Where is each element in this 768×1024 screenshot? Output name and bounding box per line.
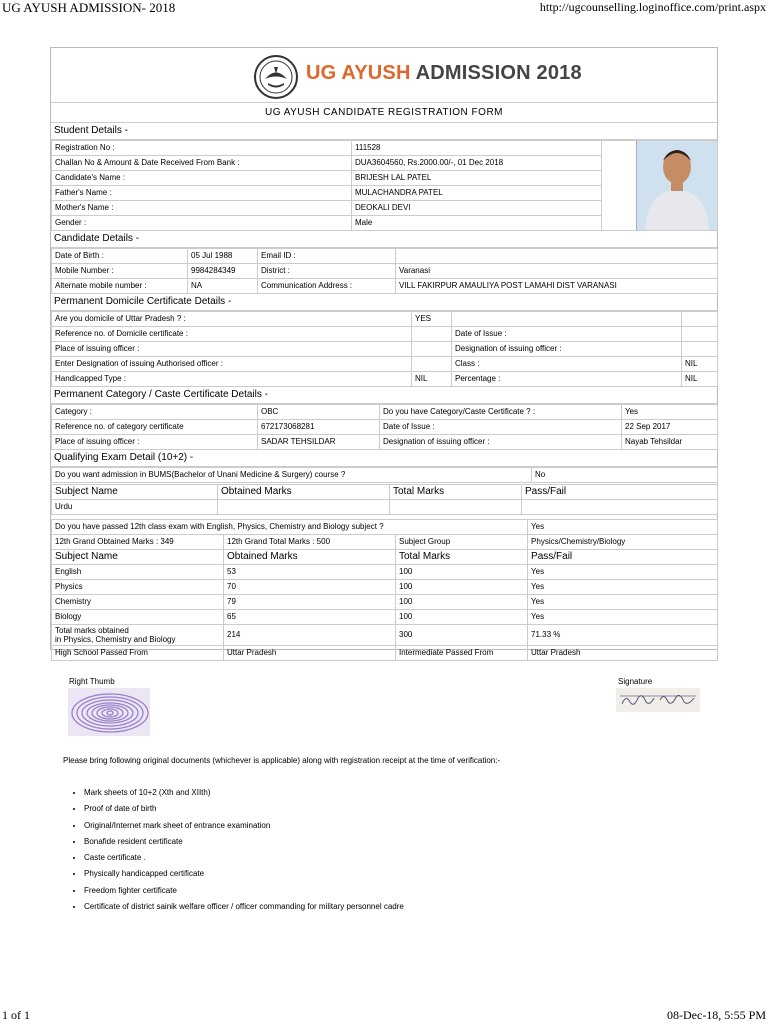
high-school-value: Uttar Pradesh [224,646,396,661]
has-certificate-value: Yes [622,405,718,420]
passed-answer: Yes [528,520,718,535]
category-designation-label: Designation of issuing officer : [380,435,622,450]
urdu-marks-table [51,484,718,515]
total-marks: 100 [396,565,528,580]
form-banner [51,48,717,103]
table-row [52,580,718,595]
total-marks: 100 [396,610,528,625]
candidate-photo [636,141,718,231]
print-header [2,0,766,16]
pass-fail: Yes [528,595,718,610]
father-name-label: Father's Name : [52,186,352,201]
bums-answer: No [532,468,718,483]
candidate-details-table [51,248,718,294]
domicile-question-value: YES [412,312,452,327]
urdu-header-obtained: Obtained Marks [218,485,390,500]
subject-name: Physics [52,580,224,595]
right-thumb-label: Right Thumb [69,677,115,686]
category-place-value: SADAR TEHSILDAR [258,435,380,450]
print-footer [2,1008,766,1024]
signature-image [616,688,700,712]
pass-fail: Yes [528,565,718,580]
registration-value: 111528 [352,141,602,156]
section-domicile: Permanent Domicile Certificate Details - [51,294,717,311]
total-marks: 100 [396,580,528,595]
list-item: • Bonafide resident certificate [84,836,404,852]
domicile-designation-value [682,342,718,357]
form-title: UG AYUSH CANDIDATE REGISTRATION FORM [51,103,717,123]
fingerprint-icon [68,688,150,736]
table-row [52,610,718,625]
dob-label: Date of Birth : [52,249,188,264]
passed-question: Do you have passed 12th class exam with English, Physics, Chemistry and Biology subject ? [52,520,528,535]
bums-question-table [51,467,718,483]
category-date-label: Date of Issue : [380,420,622,435]
signature-label: Signature [618,677,653,686]
district-value: Varanasi [396,264,718,279]
total-marks: 100 [396,595,528,610]
domicile-question-label: Are you domicile of Uttar Pradesh ? : [52,312,412,327]
section-student-details: Student Details - [51,123,717,140]
list-item: • Caste certificate . [84,852,404,868]
student-details-table [51,140,718,231]
address-value: VILL FAKIRPUR AMAULIYA POST LAMAHI DIST VARANASI [396,279,718,294]
domicile-enter-designation-label: Enter Designation of issuing Authorised officer : [52,357,412,372]
registration-form [50,47,718,657]
category-label: Category : [52,405,258,420]
pcb-obtained: 214 [224,625,396,646]
urdu-header-total: Total Marks [390,485,522,500]
pass-fail: Yes [528,580,718,595]
pcb-total: 300 [396,625,528,646]
mobile-label: Mobile Number : [52,264,188,279]
section-qualifying-exam: Qualifying Exam Detail (10+2) - [51,450,717,467]
grand-obtained: 12th Grand Obtained Marks : 349 [52,535,224,550]
empty-cell [682,312,718,327]
category-ref-label: Reference no. of category certificate [52,420,258,435]
marks-header-total: Total Marks [396,550,528,565]
candidate-name-value: BRIJESH LAL PATEL [352,171,602,186]
dob-value: 05 Jul 1988 [188,249,258,264]
mother-name-value: DEOKALI DEVI [352,201,602,216]
page-number: 1 of 1 [2,1008,30,1022]
obtained-marks: 53 [224,565,396,580]
subject-name: English [52,565,224,580]
urdu-total [390,500,522,515]
photo-cell [602,141,718,231]
obtained-marks: 70 [224,580,396,595]
mobile-value: 9984284349 [188,264,258,279]
marks-table [51,519,718,661]
handicapped-value: NIL [412,372,452,387]
empty-cell [452,312,682,327]
domicile-place-label: Place of issuing officer : [52,342,412,357]
urdu-header-result: Pass/Fail [522,485,718,500]
alt-mobile-label: Alternate mobile number : [52,279,188,294]
pcb-total-label: Total marks obtained in Physics, Chemistry and Biology [52,625,224,646]
class-value: NIL [682,357,718,372]
mother-name-label: Mother's Name : [52,201,352,216]
domicile-designation-label: Designation of issuing officer : [452,342,682,357]
domicile-ref-label: Reference no. of Domicile certificate : [52,327,412,342]
domicile-date-value [682,327,718,342]
challan-value: DUA3604560, Rs.2000.00/-, 01 Dec 2018 [352,156,602,171]
page-title: UG AYUSH ADMISSION- 2018 [2,0,176,15]
domicile-date-label: Date of Issue : [452,327,682,342]
bums-question: Do you want admission in BUMS(Bachelor of Unani Medicine & Surgery) course ? [52,468,532,483]
domicile-enter-designation-value [412,357,452,372]
list-item: • Proof of date of birth [84,803,404,819]
category-date-value: 22 Sep 2017 [622,420,718,435]
form-banner-title: UG AYUSH ADMISSION 2018 [306,62,582,84]
urdu-subject: Urdu [52,500,218,515]
marks-header-obtained: Obtained Marks [224,550,396,565]
subject-name: Chemistry [52,595,224,610]
pass-fail: Yes [528,610,718,625]
subject-group-label: Subject Group [396,535,528,550]
class-label: Class : [452,357,682,372]
district-label: District : [258,264,396,279]
obtained-marks: 65 [224,610,396,625]
page-url: http://ugcounselling.loginoffice.com/print.aspx [539,0,766,14]
category-designation-value: Nayab Tehsildar [622,435,718,450]
category-place-label: Place of issuing officer : [52,435,258,450]
urdu-header-subject: Subject Name [52,485,218,500]
address-label: Communication Address : [258,279,396,294]
percentage-value: NIL [682,372,718,387]
father-name-value: MULACHANDRA PATEL [352,186,602,201]
list-item: • Original/Internet mark sheet of entrance examination [84,820,404,836]
list-item: • Certificate of district sainik welfare officer / officer commanding for military personnel cadre [84,901,404,917]
list-item: • Physically handicapped certificate [84,868,404,884]
grand-total: 12th Grand Total Marks : 500 [224,535,396,550]
email-value [396,249,718,264]
domicile-ref-value [412,327,452,342]
print-timestamp: 08-Dec-18, 5:55 PM [667,1008,766,1022]
table-row [52,595,718,610]
urdu-obtained [218,500,390,515]
subject-name: Biology [52,610,224,625]
intermediate-label: Intermediate Passed From [396,646,528,661]
high-school-label: High School Passed From [52,646,224,661]
percentage-label: Percentage : [452,372,682,387]
gender-value: Male [352,216,602,231]
pcb-percent: 71.33 % [528,625,718,646]
alt-mobile-value: NA [188,279,258,294]
handicapped-label: Handicapped Type : [52,372,412,387]
obtained-marks: 79 [224,595,396,610]
marks-header-result: Pass/Fail [528,550,718,565]
intermediate-value: Uttar Pradesh [528,646,718,661]
candidate-name-label: Candidate's Name : [52,171,352,186]
category-table [51,404,718,450]
domicile-place-value [412,342,452,357]
marks-header-subject: Subject Name [52,550,224,565]
registration-label: Registration No : [52,141,352,156]
category-ref-value: 672173068281 [258,420,380,435]
table-row [52,565,718,580]
documents-notice: Please bring following original documents (whichever is applicable) along with registration receipt at the time of verification:- [63,756,501,765]
up-government-emblem-icon [253,54,299,100]
email-label: Email ID : [258,249,396,264]
section-candidate-details: Candidate Details - [51,231,717,248]
subject-group-value: Physics/Chemistry/Biology [528,535,718,550]
section-category: Permanent Category / Caste Certificate Details - [51,387,717,404]
list-item: • Freedom fighter certificate [84,885,404,901]
has-certificate-label: Do you have Category/Caste Certificate ? : [380,405,622,420]
domicile-table [51,311,718,387]
gender-label: Gender : [52,216,352,231]
category-value: OBC [258,405,380,420]
list-item: • Mark sheets of 10+2 (Xth and XIIth) [84,787,404,803]
documents-list [70,787,404,917]
urdu-result [522,500,718,515]
challan-label: Challan No & Amount & Date Received From Bank : [52,156,352,171]
